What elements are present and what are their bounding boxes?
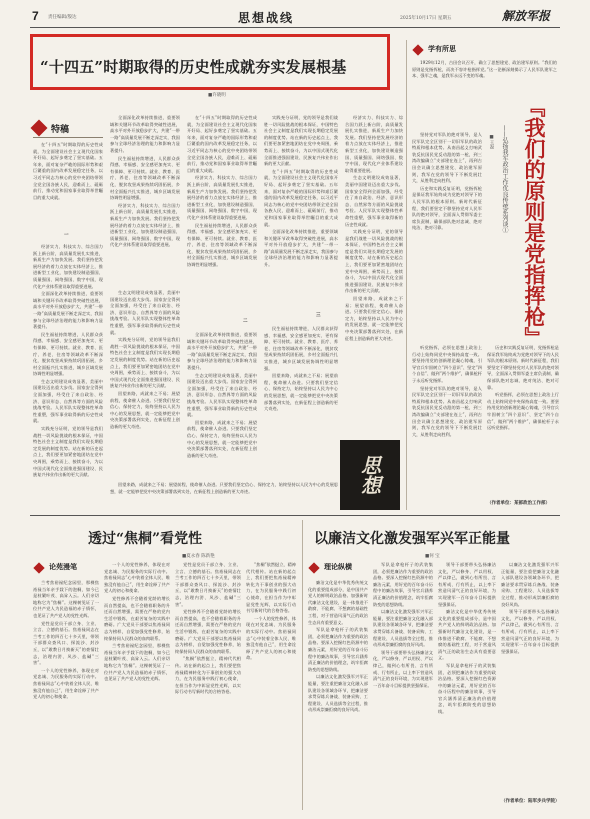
tag-icon [33, 562, 44, 573]
lead-para: 生态文明建设成效显著，美丽中国建设迈出重大步伐。国家安全得到全面加强，经受住了来自政治、经济、意识形态、自然界等方面的风险挑战考验。人民军队实现整体性革命性重塑，强军事业取得新的历史性成就。 [110, 290, 180, 335]
bottom-left-col-4 [246, 562, 296, 808]
lead-para: 民生福祉持续增进，人民群众获得感、幸福感、安全感更加充实、更有保障、更可持续。就业、教育、医疗、养老、住房等领域改革不断深化，脱贫攻坚成果持续巩固拓展，乡村全面振兴扎实推进，城乡区域发展协调性明显增强。 [264, 326, 338, 371]
bottom-right-title: 以廉洁文化激发强军兴军正能量 [314, 531, 510, 547]
section-number-3: 三 [316, 313, 321, 318]
article-para: “焦桐”依然挺立，精神代代相传。站在新的起点上，我们要把焦裕禄精神转化为干事创业的强大动力，在为民服务中践行初心使命，在担当作为中彰显党性光辉，以实际行动书写新时代的合格答卷。 [175, 656, 241, 695]
lead-para: 实践充分证明，党的领导是我们战胜一切风险挑战的根本保证，中国特色社会主义制度是我们实现长期稳定发展的制度优势。站在新的历史起点上，我们要更加紧密地团结在党中央周围，乘势而上、接续奋斗，为以中国式现代化全面推进强国建设、民族复兴伟业作出新的更大贡献。 [33, 426, 103, 478]
article-para: 军队是拿枪杆子的武装集团，必须把廉洁作为重要的政治品格。要深入挖掘红色资源中的廉洁元素，用好党的百年奋斗历程中的廉洁故事，引导官兵涵养清正廉洁的价值理念，筑牢拒腐防变的思想防线。 [438, 662, 496, 715]
column-subtitle: ——弘扬我军政治工作优良传统系列谈① [501, 125, 508, 233]
tag-icon [308, 562, 319, 573]
article-para: 一个人的党性修养，体现在对党忠诚、为民服务的实际行动中。焦裕禄同志“心中装着全体人民、唯独没有他自己”，用生命诠释了共产党人的初心和使命。 [246, 615, 296, 661]
calligraphy-artwork [340, 440, 400, 510]
article-para: 廉洁文化是中华优秀传统文化的重要组成部分，是中国共产党人的鲜明政治品格。加强新时代廉洁文化建设，是一体推进不敢腐、不能腐、不想腐的基础性工程，对于营造风清气正的政治生态具有重要意义。 [438, 609, 496, 661]
column-headline: 『我们的原则是党指挥枪』 [522, 96, 547, 348]
lead-para: 经济实力、科技实力、综合国力跃上新台阶，高质量发展扎实推进，新质生产力加快发展。我们坚持把发展经济的着力点放在实体经济上，推进新型工业化，加快建设制造强国、质量强国、网络强国、数字中国，现代化产业体系建设取得重要进展。 [110, 202, 180, 248]
lead-para: 回望来路，成就来之不易；展望前程，使命催人奋进。只要我们坚定信心、保持定力，始终坚持以人民为中心的发展思想，就一定能够把党中央决策部署落到实处，在新征程上创造新的更大奇迹。 [345, 296, 403, 341]
lead-para: 生态文明建设成效显著，美丽中国建设迈出重大步伐。国家安全得到全面加强，经受住了来自政治、经济、意识形态、自然界等方面的风险挑战考验。人民军队实现整体性革命性重塑，强军事业取得新的历史性成就。 [33, 378, 103, 424]
page-number: 7 [32, 9, 39, 23]
lead-para: 在“十四五”时期取得的历史性成就，为全面建设社会主义现代化国家开好局、起好步奠定了坚实基础。五年来，面对复杂严峻的国际形势和艰巨繁重的国内改革发展稳定任务，以习近平同志为核心的党中央团结带领全党全国各族人民，迎难而上、砥砺前行，推动党和国家事业取得举世瞩目的重大成就。 [187, 115, 257, 173]
lead-column-2 [110, 115, 180, 285]
column-author: ■王磊 [489, 135, 494, 149]
lead-article-author: ■许晓明 [208, 93, 226, 98]
column-body-3 [487, 345, 559, 495]
lead-para: 回望来路，成就来之不易；展望前程，使命催人奋进。只要我们坚定信心、保持定力，始终坚持以人民为中心的发展思想，就一定能够把党中央决策部署落到实处，在新征程上创造新的更大奇迹。 [110, 390, 180, 429]
bottom-right-col-1 [308, 580, 368, 808]
tag-icon [412, 44, 423, 55]
article-para: 领导干部要带头弘扬廉洁文化，严以修身、严以用权、严以律己，做到心有所畏、言有所戒、行有所止，以上率下营造风清气正的良好环境，为实现建军一百年奋斗目标提供坚强保证。 [373, 649, 433, 688]
lead-column-3 [187, 115, 257, 310]
tag-label: 论苑漫笔 [49, 562, 77, 571]
lead-para: 经济实力、科技实力、综合国力跃上新台阶，高质量发展扎实推进，新质生产力加快发展。我们坚持把发展经济的着力点放在实体经济上，推进新型工业化，加快建设制造强国、质量强国、网络强国、数字中国，现代化产业体系建设取得重要进展。 [345, 115, 403, 173]
bottom-left-title: 透过“焦桐”看党性 [88, 531, 203, 547]
column-para: 听党指挥，必须在思想上政治上行动上始终同党中央保持高度一致。要坚持用党的创新理论凝心铸魂，引导官兵牢固树立“四个意识”、坚定“四个自信”、做到“两个维护”，确保枪杆子永远听党指挥。 [487, 392, 559, 431]
lead-para: 经济实力、科技实力、综合国力跃上新台阶，高质量发展扎实推进，新质生产力加快发展。我们坚持把发展经济的着力点放在实体经济上，推进新型工业化，加快建设制造强国、质量强国、网络强国、数字中国，现代化产业体系建设取得重要进展。 [187, 175, 257, 220]
lead-para: 回望来路，成就来之不易；展望前程，使命催人奋进。只要我们坚定信心、保持定力，始终坚持以人民为中心的发展思想，就一定能够把党中央决策部署落到实处，在新征程上创造新的更大奇迹。 [187, 419, 257, 458]
editor-label: 责任编辑/殷达 [48, 15, 77, 20]
column-tag [412, 44, 492, 58]
lead-para: 全面深化改革持续推进，重要领域和关键环节改革取得突破性进展，高水平对外开放稳步扩大，共建“一带一路”高质量发展不断走深走实，我国参与全球经济治理的能力和影响力显著提升。 [110, 115, 180, 153]
column-para: 历史和实践反复证明，党指挥枪是保证我军始终成为党绝对领导下的人民军队的根本原则。新时代新征程，我们要坚定不移坚持党对人民军队的绝对领导，全面深入贯彻军委主席负责制，确保部队绝对忠诚、绝对纯洁、绝对可靠。 [487, 345, 559, 390]
lead-para: 全面深化改革持续推进，重要领域和关键环节改革取得突破性进展，高水平对外开放稳步扩大，共建“一带一路”高质量发展不断走深走实，我国参与全球经济治理的能力和影响力显著提升。 [33, 291, 103, 330]
section-number-1: 一 [64, 233, 69, 238]
lead-para: 在“十四五”时期取得的历史性成就，为全面建设社会主义现代化国家开好局、起好步奠定了坚实基础。五年来，面对复杂严峻的国际形势和艰巨繁重的国内改革发展稳定任务，以习近平同志为核心的党中央团结带领全党全国各族人民，迎难而上、砥砺前行，推动党和国家事业取得举世瞩目的重大成就。 [33, 142, 103, 200]
lead-column-4 [264, 115, 338, 305]
lead-para: 民生福祉持续增进，人民群众获得感、幸福感、安全感更加充实、更有保障、更可持续。就业、教育、医疗、养老、住房等领域改革不断深化，脱贫攻坚成果持续巩固拓展，乡村全面振兴扎实推进，城乡区域发展协调性明显增强。 [187, 222, 257, 268]
bottom-left-author: ■夏永春 陈新艳 [182, 554, 215, 559]
column-para: 1929年12月，古田会议召开，确立了思想建党、政治建军原则。“我们的原则是党指挥枪，而决不容许枪指挥党。”这一论断深刻揭示了人民军队建军之本、强军之魂，是我军永远不变的军魂。 [412, 60, 557, 79]
lead-para: 全面深化改革持续推进，重要领域和关键环节改革取得突破性进展，高水平对外开放稳步扩大，共建“一带一路”高质量发展不断走深走实，我国参与全球经济治理的能力和影响力显著提升。 [264, 229, 338, 268]
tag-icon [31, 120, 48, 137]
lead-column-1 [33, 142, 103, 222]
tag-special [33, 120, 93, 136]
article-para: 领导干部要带头弘扬廉洁文化，严以修身、严以用权、严以律己，做到心有所畏、言有所戒、行有所止，以上率下营造风清气正的良好环境，为实现建军一百年奋斗目标提供坚强保证。 [501, 609, 559, 654]
article-para: 党性是党员干部立身、立业、立言、立德的基石。焦裕禄同志在兰考工作的四百七十多天里，带领干部群众查风口、探流沙、封沙丘，以“敢教日月换新天”的豪情壮志，治理内涝、风沙、盐碱“三害”。 [33, 620, 99, 666]
section-title: 思想战线 [238, 11, 295, 25]
section-number-2: 二 [243, 319, 248, 324]
lead-para: 实践充分证明，党的领导是我们战胜一切风险挑战的根本保证，中国特色社会主义制度是我们实现长期稳定发展的制度优势。站在新的历史起点上，我们要更加紧密地团结在党中央周围，乘势而上、接续奋斗，为以中国式现代化全面推进强国建设、民族复兴伟业作出新的更大贡献。 [110, 337, 180, 389]
lead-para: 生态文明建设成效显著，美丽中国建设迈出重大步伐。国家安全得到全面加强，经受住了来自政治、经济、意识形态、自然界等方面的风险挑战考验。人民军队实现整体性革命性重塑，强军事业取得新的历史性成就。 [187, 372, 257, 418]
bottom-left-col-3 [175, 562, 241, 808]
masthead: 解放军报 [502, 9, 551, 23]
bottom-right-author: ■何 宝 [425, 554, 440, 559]
lead-column-5 [345, 115, 403, 475]
bottom-left-col-2 [104, 562, 170, 808]
bottom-right-note: （作者单位：陆军步兵学院） [501, 799, 560, 804]
lead-para: 实践充分证明，党的领导是我们战胜一切风险挑战的根本保证，中国特色社会主义制度是我们实现长期稳定发展的制度优势。站在新的历史起点上，我们要更加紧密地团结在党中央周围，乘势而上、接续奋斗，为以中国式现代化全面推进强国建设、民族复兴伟业作出新的更大贡献。 [345, 229, 403, 294]
column-body-1 [412, 132, 482, 342]
tag-label: 理论纵横 [324, 562, 352, 571]
article-para: 兰考焦裕禄纪念园里，那棵焦裕禄当年亲手栽下的泡桐，如今已是枝繁叶茂、高耸入云。人们亲切地称它为“焦桐”。这棵树见证了一位共产党人为民造福的赤子情怀，也见证了共产党人的党性光辉。 [33, 580, 99, 618]
header-rule [30, 27, 560, 28]
lead-para: 生态文明建设成效显著，美丽中国建设迈出重大步伐。国家安全得到全面加强，经受住了来自政治、经济、意识形态、自然界等方面的风险挑战考验。人民军队实现整体性革命性重塑，强军事业取得新的历史性成就。 [345, 175, 403, 227]
lead-column-2b [110, 290, 180, 480]
lead-para: 民生福祉持续增进，人民群众获得感、幸福感、安全感更加充实、更有保障、更可持续。就业、教育、医疗、养老、住房等领域改革不断深化，脱贫攻坚成果持续巩固拓展，乡村全面振兴扎实推进，城乡区域发展协调性明显增强。 [33, 331, 103, 377]
article-para: “焦桐”依然挺立，精神代代相传。站在新的起点上，我们要把焦裕禄精神转化为干事创业的强大动力，在为民服务中践行初心使命，在担当作为中彰显党性光辉，以实际行动书写新时代的合格答卷。 [246, 562, 296, 614]
bottom-right-col-2 [373, 562, 433, 808]
tag-label: 特稿 [51, 125, 70, 135]
lead-para: 回望来路，成就来之不易；展望前程，使命催人奋进。只要我们坚定信心、保持定力，始终坚持以人民为中心的发展思想，就一定能够把党中央决策部署落到实处，在新征程上创造新的更大奇迹。 [264, 373, 338, 412]
page-header [0, 0, 590, 28]
column-note: （作者单位：某部政治工作部） [487, 501, 550, 506]
column-para: 听党指挥，必须在思想上政治上行动上始终同党中央保持高度一致。要坚持用党的创新理论凝心铸魂，引导官兵牢固树立“四个意识”、坚定“四个自信”、做到“两个维护”，确保枪杆子永远听党指挥。 [412, 345, 482, 383]
article-para: 党性修养不会随着党龄的增长而自然提高，也不会随着职务的升迁而自然增强，需要在严格的党内生活中锻炼，在艰苦复杂的实践中磨砺。广大党员干部要以焦裕禄同志为榜样，自觉加强党性修养，始终保持同人民群众的血肉联系。 [175, 609, 241, 654]
lead-para: 民生福祉持续增进，人民群众获得感、幸福感、安全感更加充实、更有保障、更可持续。就业、教育、医疗、养老、住房等领域改革不断深化，脱贫攻坚成果持续巩固拓展，乡村全面振兴扎实推进，城乡区域发展协调性明显增强。 [110, 155, 180, 201]
column-para: 坚持党对军队的绝对领导，是人民军队完全区别于一切旧军队的政治特质和根本优势。从南昌起义打响武装反抗国民党反动派的第一枪，到三湾改编确立“支部建在连上”，再到古田会议确立思想建党、政治建军原则，我军在党的领导下不断发展壮大，从胜利走向胜利。 [412, 132, 482, 184]
article-para: 党性是党员干部立身、立业、立言、立德的基石。焦裕禄同志在兰考工作的四百七十多天里，带领干部群众查风口、探流沙、封沙丘，以“敢教日月换新天”的豪情壮志，治理内涝、风沙、盐碱“三害”。 [175, 562, 241, 607]
bottom-left-col-1 [33, 580, 99, 808]
article-para: 领导干部要带头弘扬廉洁文化，严以修身、严以用权、严以律己，做到心有所畏、言有所戒、行有所止，以上率下营造风清气正的良好环境，为实现建军一百年奋斗目标提供坚强保证。 [438, 562, 496, 607]
tag-label: 学有所思 [428, 44, 456, 53]
calligraphy-text: 思想 [357, 455, 382, 495]
lead-column-1b [33, 244, 103, 484]
column-para: 坚持党对军队的绝对领导，是人民军队完全区别于一切旧军队的政治特质和根本优势。从南昌起义打响武装反抗国民党反动派的第一枪，到三湾改编确立“支部建在连上”，再到古田会议确立思想建党、政治建军原则，我军在党的领导下不断发展壮大，从胜利走向胜利。 [412, 385, 482, 437]
column-para: 历史和实践反复证明，党指挥枪是保证我军始终成为党绝对领导下的人民军队的根本原则。新时代新征程，我们要坚定不移坚持党对人民军队的绝对领导，全面深入贯彻军委主席负责制，确保部队绝对忠诚、绝对纯洁、绝对可靠。 [412, 185, 482, 231]
article-para: 以廉洁文化激发强军兴军正能量，要注重把廉洁文化融入部队建设各领域各环节，把廉洁要求贯穿练兵备战、装备采购、工程建设、人员选拔等全过程，推动形成崇廉拒腐的良好风尚。 [373, 609, 433, 648]
lead-para: 在“十四五”时期取得的历史性成就，为全面建设社会主义现代化国家开好局、起好步奠定了坚实基础。五年来，面对复杂严峻的国际形势和艰巨繁重的国内改革发展稳定任务，以习近平同志为核心的党中央团结带领全党全国各族人民，迎难而上、砥砺前行，推动党和国家事业取得举世瞩目的重大成就。 [264, 168, 338, 227]
article-para: 以廉洁文化激发强军兴军正能量，要注重把廉洁文化融入部队建设各领域各环节，把廉洁要求贯穿练兵备战、装备采购、工程建设、人员选拔等全过程，推动形成崇廉拒腐的良好风尚。 [501, 562, 559, 607]
lead-article-title: “十四五”时期取得的历史性成就夯实发展根基 [40, 58, 347, 76]
bottom-right-col-4 [501, 562, 559, 794]
article-para: 廉洁文化是中华优秀传统文化的重要组成部分，是中国共产党人的鲜明政治品格。加强新时代廉洁文化建设，是一体推进不敢腐、不能腐、不想腐的基础性工程，对于营造风清气正的政治生态具有重要意义。 [308, 580, 368, 625]
bottom-right-tag [308, 562, 368, 576]
date-label: 2025年10月17日 星期五 [400, 16, 452, 21]
lead-column-4b [264, 326, 338, 481]
article-para: 党性修养不会随着党龄的增长而自然提高，也不会随着职务的升迁而自然增强，需要在严格的党内生活中锻炼，在艰苦复杂的实践中磨砺。广大党员干部要以焦裕禄同志为榜样，自觉加强党性修养，始终保持同人民群众的血肉联系。 [104, 595, 170, 641]
column-body-2 [412, 345, 482, 505]
lead-para: 实践充分证明，党的领导是我们战胜一切风险挑战的根本保证，中国特色社会主义制度是我们实现长期稳定发展的制度优势。站在新的历史起点上，我们要更加紧密地团结在党中央周围，乘势而上、接续奋斗，为以中国式现代化全面推进强国建设、民族复兴伟业作出新的更大贡献。 [264, 115, 338, 167]
lead-para: 经济实力、科技实力、综合国力跃上新台阶，高质量发展扎实推进，新质生产力加快发展。我们坚持把发展经济的着力点放在实体经济上，推进新型工业化，加快建设制造强国、质量强国、网络强国、数字中国，现代化产业体系建设取得重要进展。 [33, 244, 103, 289]
article-para: 军队是拿枪杆子的武装集团，必须把廉洁作为重要的政治品格。要深入挖掘红色资源中的廉洁元素，用好党的百年奋斗历程中的廉洁故事，引导官兵涵养清正廉洁的价值理念，筑牢拒腐防变的思想防线。 [308, 627, 368, 672]
lead-para: 回望来路，成就来之不易；展望前程，使命催人奋进。只要我们坚定信心、保持定力，始终坚持以人民为中心的发展思想，就一定能够把党中央决策部署落到实处，在新征程上创造新的更大奇迹。 [110, 482, 338, 494]
bottom-left-tag [33, 562, 93, 576]
bottom-right-col-3 [438, 562, 496, 808]
lead-para: 全面深化改革持续推进，重要领域和关键环节改革取得突破性进展，高水平对外开放稳步扩大，共建“一带一路”高质量发展不断走深走实，我国参与全球经济治理的能力和影响力显著提升。 [187, 332, 257, 370]
article-para: 兰考焦裕禄纪念园里，那棵焦裕禄当年亲手栽下的泡桐，如今已是枝繁叶茂、高耸入云。人们亲切地称它为“焦桐”。这棵树见证了一位共产党人为民造福的赤子情怀，也见证了共产党人的党性光辉。 [104, 643, 170, 682]
lead-bottom-left [110, 482, 338, 510]
article-para: 一个人的党性修养，体现在对党忠诚、为民服务的实际行动中。焦裕禄同志“心中装着全体人民、唯独没有他自己”，用生命诠释了共产党人的初心和使命。 [33, 667, 99, 700]
article-para: 以廉洁文化激发强军兴军正能量，要注重把廉洁文化融入部队建设各领域各环节，把廉洁要求贯穿练兵备战、装备采购、工程建设、人员选拔等全过程，推动形成崇廉拒腐的良好风尚。 [308, 674, 368, 713]
article-para: 一个人的党性修养，体现在对党忠诚、为民服务的实际行动中。焦裕禄同志“心中装着全体人民、唯独没有他自己”，用生命诠释了共产党人的初心和使命。 [104, 562, 170, 594]
lead-column-3b [187, 332, 257, 482]
article-para: 军队是拿枪杆子的武装集团，必须把廉洁作为重要的政治品格。要深入挖掘红色资源中的廉洁元素，用好党的百年奋斗历程中的廉洁故事，引导官兵涵养清正廉洁的价值理念，筑牢拒腐防变的思想防线。 [373, 562, 433, 607]
